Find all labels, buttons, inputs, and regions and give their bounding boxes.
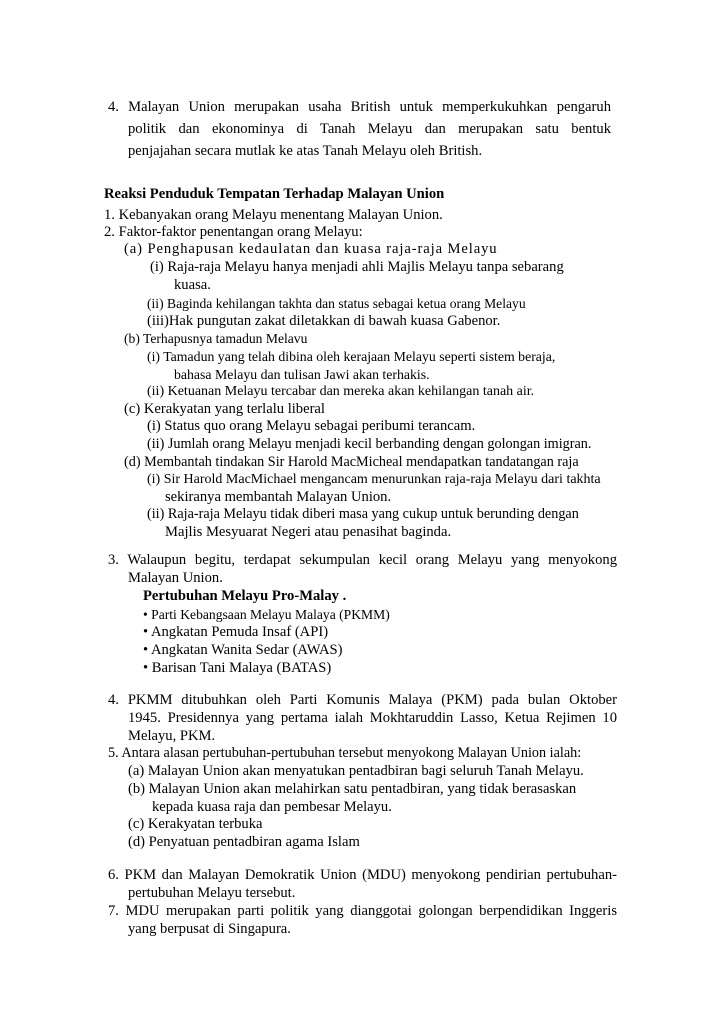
text-line: (ii) Ketuanan Melayu tercabar dan mereka akan kehilangan tanah air. — [147, 384, 535, 399]
text-line: penjajahan secara mutlak ke atas Tanah Melayu oleh British. — [128, 143, 483, 159]
text-line: 6. PKM dan Malayan Demokratik Union (MDU) menyokong pendirian pertubuhan- — [108, 867, 617, 883]
text-line: 4. PKMM ditubuhkan oleh Parti Komunis Malaya (PKM) pada bulan Oktober — [108, 692, 617, 708]
text-line: politik dan ekonominya di Tanah Melayu dan merupakan satu bentuk — [128, 121, 611, 137]
text-line: (d) Membantah tindakan Sir Harold MacMicheal mendapatkan tandatangan raja — [124, 454, 579, 470]
list-item: • Parti Kebangsaan Melayu Malaya (PKMM) — [143, 607, 390, 622]
text-line: (d) Penyatuan pentadbiran agama Islam — [128, 834, 360, 850]
text-line: 1945. Presidennya yang pertama ialah Mokhtaruddin Lasso, Ketua Rejimen 10 — [128, 710, 617, 726]
text-line: 7. MDU merupakan parti politik yang dianggotai golongan berpendidikan Inggeris — [108, 903, 617, 919]
text-line: (ii) Jumlah orang Melayu menjadi kecil berbanding dengan golongan imigran. — [147, 436, 592, 452]
text-line: bahasa Melayu dan tulisan Jawi akan terhakis. — [174, 367, 430, 382]
text-line: kuasa. — [174, 277, 211, 293]
section-heading: Reaksi Penduduk Tempatan Terhadap Malayan Union — [104, 186, 445, 202]
text-line: (a) Penghapusan kedaulatan dan kuasa raja-raja Melayu — [124, 241, 498, 257]
text-line: Malayan Union. — [128, 570, 223, 586]
text-line: Majlis Mesyuarat Negeri atau penasihat baginda. — [165, 524, 452, 540]
text-line: (ii) Raja-raja Melayu tidak diberi masa yang cukup untuk berunding dengan — [147, 506, 579, 522]
sub-heading: Pertubuhan Melayu Pro-Malay . — [143, 588, 347, 604]
list-item: • Barisan Tani Malaya (BATAS) — [143, 660, 332, 676]
text-line: 1. Kebanyakan orang Melayu menentang Malayan Union. — [104, 207, 443, 223]
text-line: (c) Kerakyatan terbuka — [128, 816, 263, 832]
text-line: (b) Terhapusnya tamadun Melavu — [124, 331, 308, 346]
list-item: • Angkatan Pemuda Insaf (API) — [143, 624, 329, 640]
text-line: 5. Antara alasan pertubuhan-pertubuhan tersebut menyokong Malayan Union ialah: — [108, 745, 582, 761]
text-line: 2. Faktor-faktor penentangan orang Melayu: — [104, 224, 363, 240]
text-line: (i) Tamadun yang telah dibina oleh kerajaan Melayu seperti sistem beraja, — [147, 349, 556, 364]
text-line: (i) Raja-raja Melayu hanya menjadi ahli Majlis Melayu tanpa sebarang — [150, 259, 564, 275]
text-line: 3. Walaupun begitu, terdapat sekumpulan kecil orang Melayu yang menyokong — [108, 552, 617, 568]
text-line: (b) Malayan Union akan melahirkan satu pentadbiran, yang tidak berasaskan — [128, 781, 577, 797]
text-line: (iii)Hak pungutan zakat diletakkan di bawah kuasa Gabenor. — [147, 313, 501, 329]
text-line: (i) Status quo orang Melayu sebagai peribumi terancam. — [147, 418, 476, 434]
text-line: sekiranya membantah Malayan Union. — [165, 489, 392, 505]
text-line: 4. Malayan Union merupakan usaha British untuk memperkukuhkan pengaruh — [108, 99, 611, 115]
text-line: (a) Malayan Union akan menyatukan pentadbiran bagi seluruh Tanah Melayu. — [128, 763, 584, 779]
text-line: (i) Sir Harold MacMichael mengancam menurunkan raja-raja Melayu dari takhta — [147, 472, 601, 487]
text-line: (c) Kerakyatan yang terlalu liberal — [124, 401, 325, 417]
text-line: (ii) Baginda kehilangan takhta dan status sebagai ketua orang Melayu — [147, 296, 526, 311]
list-item: • Angkatan Wanita Sedar (AWAS) — [143, 642, 343, 658]
text-line: yang berpusat di Singapura. — [128, 921, 291, 937]
text-line: Melayu, PKM. — [128, 728, 216, 744]
text-line: kepada kuasa raja dan pembesar Melayu. — [152, 799, 392, 815]
text-line: pertubuhan Melayu tersebut. — [128, 885, 296, 901]
